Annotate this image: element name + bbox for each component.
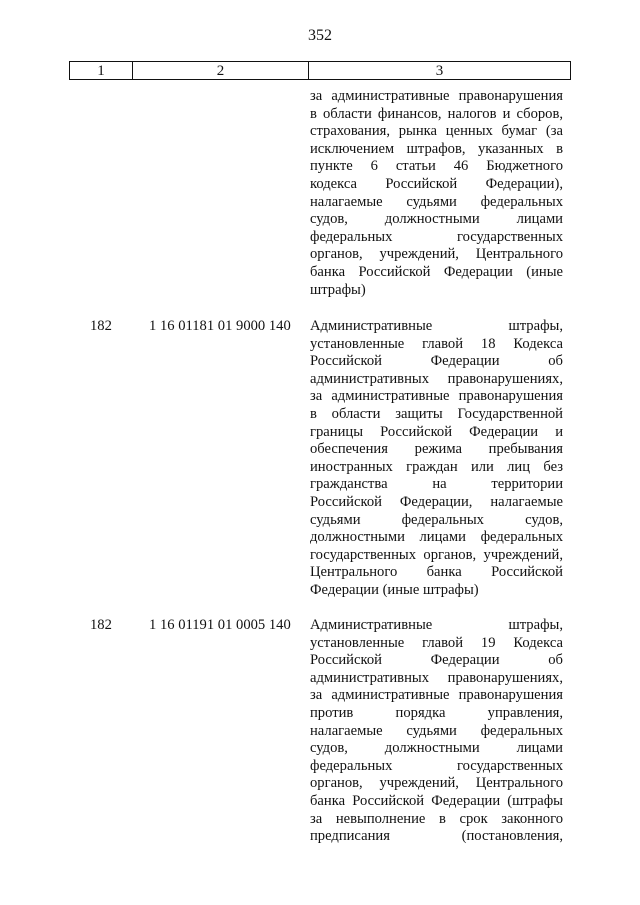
description-line: федеральных государственных bbox=[310, 757, 563, 774]
description-line: предписания (постановления, bbox=[310, 828, 563, 845]
description-line: Российской Федерации об bbox=[310, 353, 563, 370]
description-line: установленные главой 18 Кодекса bbox=[310, 335, 563, 352]
description-line: судьями федеральных судов, bbox=[310, 511, 563, 528]
description-line: пункте 6 статьи 46 Бюджетного bbox=[310, 158, 563, 175]
row-description bbox=[310, 318, 563, 600]
description-line: Федерации (иные штрафы) bbox=[310, 581, 479, 598]
description-line: банка Российской Федерации (иные bbox=[310, 263, 563, 280]
description-line: границы Российской Федерации и bbox=[310, 423, 563, 440]
column-header-1: 1 bbox=[70, 62, 133, 80]
description-line: установленные главой 19 Кодекса bbox=[310, 634, 563, 651]
description-line: штрафы) bbox=[310, 281, 366, 298]
page-number: 352 bbox=[308, 27, 332, 44]
column-header-3: 3 bbox=[309, 62, 571, 80]
description-line: федеральных государственных bbox=[310, 228, 563, 245]
description-line: банка Российской Федерации (штрафы bbox=[310, 792, 563, 809]
description-line: Российской Федерации, налагаемые bbox=[310, 493, 563, 510]
description-line: кодекса Российской Федерации), bbox=[310, 175, 563, 192]
description-line: административных правонарушениях, bbox=[310, 669, 563, 686]
description-line: в области финансов, налогов и сборов, bbox=[310, 105, 563, 122]
description-line: страхования, рынка ценных бумаг (за bbox=[310, 123, 563, 140]
description-line: судов, должностными лицами bbox=[310, 740, 563, 757]
description-line: иностранных граждан или лиц без bbox=[310, 458, 563, 475]
row-description bbox=[310, 617, 563, 846]
description-line: обеспечения режима пребывания bbox=[310, 441, 563, 458]
description-line: Центрального банка Российской bbox=[310, 564, 563, 581]
column-header-2: 2 bbox=[133, 62, 309, 80]
description-line: государственных органов, учреждений, bbox=[310, 546, 563, 563]
admin-code: 182 bbox=[90, 318, 112, 334]
description-line: против порядка управления, bbox=[310, 704, 563, 721]
description-line: органов, учреждений, Центрального bbox=[310, 775, 563, 792]
description-line: органов, учреждений, Центрального bbox=[310, 246, 563, 263]
description-line: Административные штрафы, bbox=[310, 318, 563, 334]
description-line: судов, должностными лицами bbox=[310, 211, 563, 228]
description-line: исключением штрафов, указанных в bbox=[310, 140, 563, 157]
admin-code: 182 bbox=[90, 617, 112, 633]
column-header-row bbox=[70, 62, 571, 80]
budget-classification-code: 1 16 01181 01 9000 140 bbox=[149, 318, 291, 334]
description-line: за административные правонарушения bbox=[310, 388, 563, 405]
budget-classification-code: 1 16 01191 01 0005 140 bbox=[149, 617, 291, 633]
column-header-table bbox=[69, 61, 571, 80]
description-line: административных правонарушениях, bbox=[310, 370, 563, 387]
description-line: за невыполнение в срок законного bbox=[310, 810, 563, 827]
description-line: Административные штрафы, bbox=[310, 617, 563, 633]
description-line: гражданства на территории bbox=[310, 476, 563, 493]
description-line: должностными лицами федеральных bbox=[310, 529, 563, 546]
description-line: за административные правонарушения bbox=[310, 88, 563, 104]
description-line: за административные правонарушения bbox=[310, 687, 563, 704]
description-line: налагаемые судьями федеральных bbox=[310, 193, 563, 210]
description-line: Российской Федерации об bbox=[310, 652, 563, 669]
description-line: в области защиты Государственной bbox=[310, 405, 563, 422]
description-line: налагаемые судьями федеральных bbox=[310, 722, 563, 739]
continuation-description bbox=[310, 88, 563, 299]
